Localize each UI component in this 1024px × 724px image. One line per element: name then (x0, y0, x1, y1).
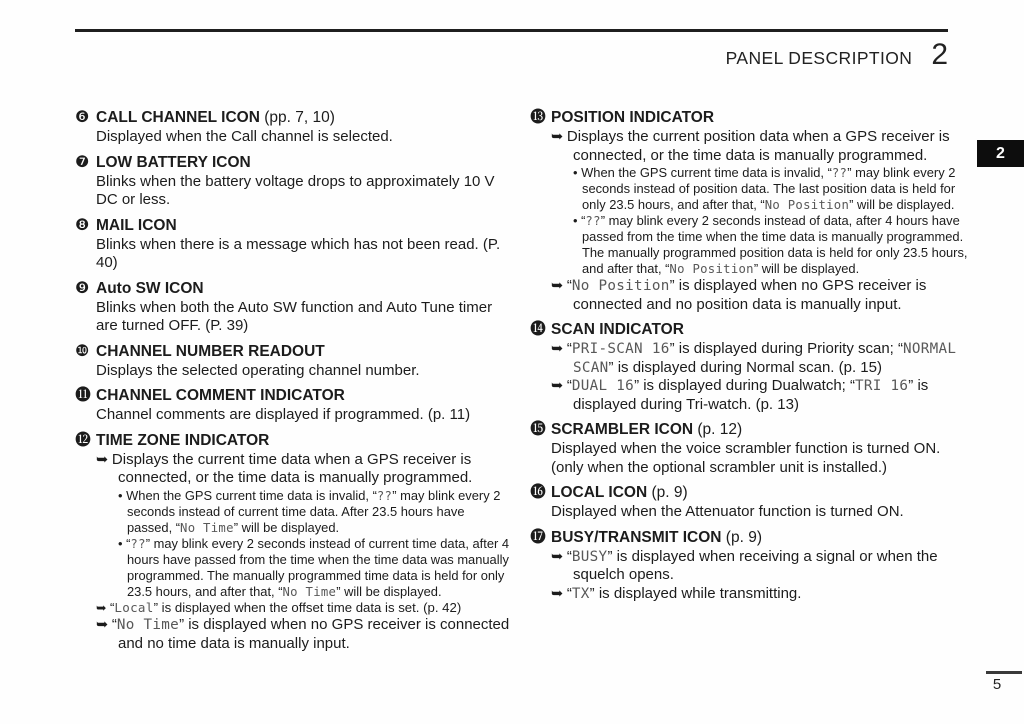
lcd-display-text: Local (114, 599, 154, 615)
arrow-icon: ➥ (551, 129, 567, 145)
right-column (530, 107, 970, 608)
item-note: ➥ “No Position” is displayed when no GPS receiver is connected and no position data is manually input. (551, 277, 927, 313)
manual-item (75, 152, 511, 210)
manual-item (75, 385, 511, 425)
bullet-icon: • (573, 165, 582, 180)
manual-item (530, 419, 970, 477)
item-title: POSITION INDICATOR (551, 109, 715, 126)
item-title: SCRAMBLER ICON (551, 421, 694, 438)
lcd-display-text: BUSY (571, 548, 608, 565)
lcd-display-text: DUAL 16 (571, 378, 635, 394)
item-page-reference: (p. 9) (647, 484, 688, 501)
lcd-display-text: No Position (571, 278, 670, 294)
item-description: Blinks when the battery voltage drops to approximately 10 V DC or less. (96, 172, 495, 208)
bullet-icon: • (118, 487, 127, 503)
chapter-tab-label: 2 (996, 144, 1005, 162)
item-number-badge: ⓭ (530, 109, 547, 126)
item-heading (75, 278, 511, 299)
item-title: CALL CHANNEL ICON (96, 109, 260, 126)
lcd-display-text: ?? (831, 166, 848, 180)
item-note: ➥ “Local” is displayed when the offset time data is set. (p. 42) (96, 599, 462, 615)
bullet-icon: • (118, 535, 127, 551)
manual-item (75, 107, 511, 147)
item-subnote: • “??” may blink every 2 seconds instead of current time data, after 4 hours have passed from the time when the time data was manually programmed. The manually programmed time data is held for only 23.5 hours, and after that, “No Time” will be displayed. (118, 535, 510, 599)
item-note: ➥ Displays the current time data when a GPS receiver is connected, or the time data is manually programmed. (96, 450, 473, 486)
item-subnote: • “??” may blink every 2 seconds instead of data, after 4 hours have passed from the time when the time data is manually programmed. The manually programmed position data is held for only 23.5 hours, and after that, “No Position” will be displayed. (573, 213, 968, 276)
item-heading (530, 482, 970, 503)
item-heading (530, 319, 970, 340)
item-number-badge: ❻ (75, 109, 90, 126)
manual-item (75, 430, 511, 654)
item-heading (75, 385, 511, 406)
item-title: Auto SW ICON (96, 279, 204, 297)
arrow-icon: ➥ (551, 548, 567, 565)
item-title: BUSY/TRANSMIT ICON (551, 528, 722, 546)
item-number-badge: ❽ (75, 216, 90, 234)
item-note: ➥ “DUAL 16” is displayed during Dualwatch; “TRI 16” is displayed during Tri-watch. (p. 13) (551, 377, 929, 413)
item-note: ➥ “No Time” is displayed when no GPS receiver is connected and no time data is manually input. (96, 616, 510, 652)
manual-item (75, 278, 511, 336)
bullet-icon: • (573, 213, 582, 228)
item-heading (75, 152, 511, 173)
item-number-badge: ❿ (75, 342, 90, 360)
item-number-badge: ⓫ (75, 387, 92, 404)
item-number-badge: ❾ (75, 279, 90, 297)
lcd-display-text: No Time (180, 520, 234, 535)
item-heading (75, 107, 511, 128)
item-subnote: • When the GPS current time data is invalid, “??” may blink every 2 seconds instead of position data. The last position data is held for only 23.5 hours, and after that, “No Position” will be displayed. (573, 165, 956, 212)
item-description: Displays the selected operating channel number. (96, 361, 420, 379)
item-description: Channel comments are displayed if programmed. (p. 11) (96, 406, 471, 423)
chapter-tab (977, 140, 1024, 167)
item-note: ➥ “TX” is displayed while transmitting. (551, 584, 802, 602)
item-description: Displayed when the Attenuator function is turned ON. (551, 503, 904, 520)
item-subnote: • When the GPS current time data is invalid, “??” may blink every 2 seconds instead of current time data. After 23.5 hours have passed, “No Time” will be displayed. (118, 487, 501, 535)
item-title: LOCAL ICON (551, 484, 648, 501)
item-number-badge: ❼ (75, 153, 90, 171)
item-note: ➥ “BUSY” is displayed when receiving a signal or when the squelch opens. (551, 547, 938, 583)
arrow-icon: ➥ (551, 378, 567, 394)
item-number-badge: ⓬ (75, 431, 92, 449)
left-column (75, 107, 511, 658)
lcd-display-text: ?? (130, 536, 146, 551)
lcd-display-text: No Position (669, 262, 754, 276)
manual-item (530, 527, 970, 604)
arrow-icon: ➥ (551, 278, 567, 294)
manual-item (530, 319, 970, 414)
item-description: Blinks when there is a message which has not been read. (P. 40) (96, 235, 501, 271)
arrow-icon: ➥ (96, 600, 110, 615)
arrow-icon: ➥ (96, 617, 112, 633)
item-page-reference: (p. 12) (693, 421, 743, 438)
item-title: SCAN INDICATOR (551, 321, 684, 338)
manual-item (530, 107, 970, 314)
item-heading (75, 430, 511, 451)
lcd-display-text: TRI 16 (855, 378, 909, 394)
item-number-badge: ⓮ (530, 321, 547, 338)
arrow-icon: ➥ (551, 341, 567, 357)
footer-rule (986, 671, 1022, 674)
item-heading (75, 215, 511, 236)
item-description: Displayed when the Call channel is selected. (96, 128, 393, 145)
item-description: Displayed when the voice scrambler function is turned ON. (only when the optional scrambler unit is installed.) (551, 440, 941, 476)
item-title: CHANNEL COMMENT INDICATOR (96, 387, 345, 404)
manual-item (75, 215, 511, 273)
header-rule (75, 29, 948, 32)
item-note: ➥ Displays the current position data when a GPS receiver is connected, or the time data is manually programmed. (551, 128, 950, 164)
item-description: Blinks when both the Auto SW function and Auto Tune timer are turned OFF. (P. 39) (96, 298, 493, 334)
item-title: TIME ZONE INDICATOR (96, 431, 270, 449)
item-title: CHANNEL NUMBER READOUT (96, 342, 325, 360)
lcd-display-text: No Time (282, 584, 337, 599)
lcd-display-text: No Position (764, 198, 850, 212)
manual-item (530, 482, 970, 522)
lcd-display-text: PRI-SCAN 16 (571, 341, 670, 357)
item-number-badge: ⓱ (530, 528, 547, 546)
chapter-title: PANEL DESCRIPTION (725, 48, 913, 68)
arrow-icon: ➥ (96, 451, 112, 468)
chapter-number: 2 (931, 38, 948, 71)
item-number-badge: ⓯ (530, 421, 547, 438)
item-note: ➥ “PRI-SCAN 16” is displayed during Priority scan; “NORMAL SCAN” is displayed during Normal scan. (p. 15) (551, 340, 957, 376)
item-heading (530, 107, 970, 128)
page-header (726, 38, 948, 72)
item-number-badge: ⓰ (530, 484, 547, 501)
lcd-display-text: ?? (376, 488, 393, 503)
lcd-display-text: ?? (585, 214, 601, 228)
item-heading (75, 341, 511, 362)
item-heading (530, 527, 970, 548)
page-number: 5 (992, 676, 1002, 693)
lcd-display-text: NORMAL SCAN (573, 341, 957, 376)
item-title: MAIL ICON (96, 216, 177, 234)
item-heading (530, 419, 970, 440)
manual-item (75, 341, 511, 381)
lcd-display-text: TX (571, 585, 590, 602)
lcd-display-text: No Time (116, 617, 180, 633)
arrow-icon: ➥ (551, 585, 567, 602)
item-title: LOW BATTERY ICON (96, 153, 251, 171)
item-page-reference: (pp. 7, 10) (259, 109, 335, 126)
item-page-reference: (p. 9) (721, 528, 762, 546)
